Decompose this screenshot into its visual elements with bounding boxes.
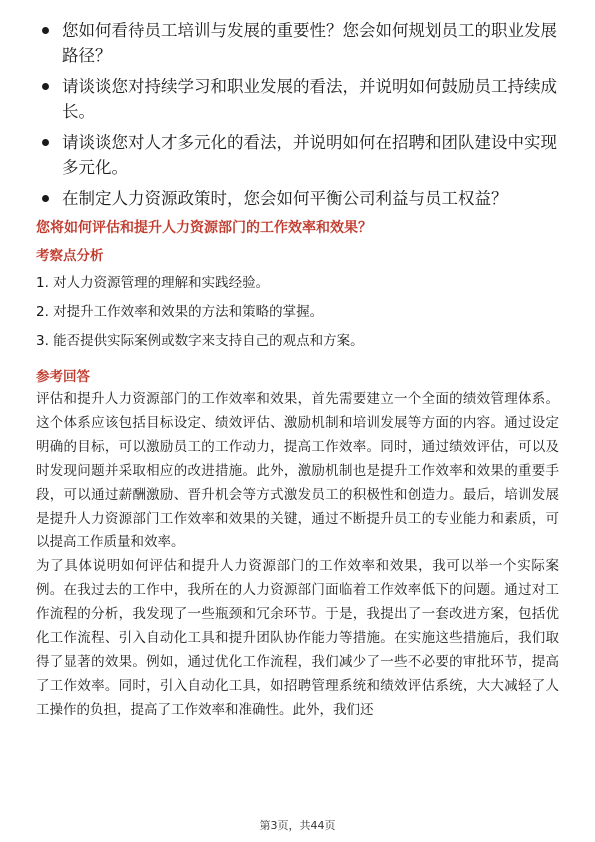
bullet-dot-icon (42, 83, 49, 90)
bullet-text: 在制定人力资源政策时，您会如何平衡公司利益与员工权益？ (62, 189, 508, 208)
analysis-point: 1. 对人力资源管理的理解和实践经验。 (36, 275, 270, 291)
bullet-item (36, 18, 566, 68)
bullet-dot-icon (42, 139, 49, 146)
bullet-item (36, 130, 566, 180)
bullet-dot-icon (42, 195, 49, 202)
bullet-text: 您如何看待员工培训与发展的重要性？您会如何规划员工的职业发展路径？ (62, 21, 557, 65)
bullet-dot-icon (42, 27, 49, 34)
answer-paragraph: 评估和提升人力资源部门的工作效率和效果，首先需要建立一个全面的绩效管理体系。这个体系应该包括目标设定、绩效评估、激励机制和培训发展等方面的内容。通过设定明确的目标，可以激励员工的工作动力，提高工作效率。同时，通过绩效评估，可以及时发现问题并采取相应的改进措施。此外，激励机制也是提升工作效率和效果的重要手段，可以通过薪酬激励、晋升机会等方式激发员工的积极性和创造力。最后，培训发展是提升人力资源部门工作效率和效果的关键，通过不断提升员工的专业能力和素质，可以提高工作质量和效率。 (36, 391, 559, 551)
answer-body (36, 388, 559, 723)
answer-paragraph: 为了具体说明如何评估和提升人力资源部门的工作效率和效果，我可以举一个实际案例。在我过去的工作中，我所在的人力资源部门面临着工作效率低下的问题。通过对工作流程的分析，我发现了一些瓶颈和冗余环节。于是，我提出了一套改进方案，包括优化工作流程、引入自动化工具和提升团队协作能力等措施。在实施这些措施后，我们取得了显著的效果。例如，通过优化工作流程，我们减少了一些不必要的审批环节，提高了工作效率。同时，引入自动化工具，如招聘管理系统和绩效评估系统，大大减轻了人工操作的负担，提高了工作效率和准确性。此外，我们还 (36, 558, 559, 718)
analysis-point: 2. 对提升工作效率和效果的方法和策略的掌握。 (36, 304, 324, 320)
question-heading: 您将如何评估和提升人力资源部门的工作效率和效果？ (36, 220, 372, 236)
answer-heading: 参考回答 (36, 369, 90, 385)
analysis-point: 3. 能否提供实际案例或数字来支持自己的观点和方案。 (36, 333, 364, 349)
page-number: 第3页，共44页 (259, 819, 336, 832)
bullet-text: 请谈谈您对人才多元化的看法，并说明如何在招聘和团队建设中实现多元化。 (62, 133, 557, 177)
bullet-item (36, 186, 566, 211)
bullet-item (36, 74, 566, 124)
analysis-heading: 考察点分析 (36, 248, 104, 264)
analysis-point-list (36, 272, 566, 359)
question-bullet-list (36, 18, 566, 217)
bullet-text: 请谈谈您对持续学习和职业发展的看法，并说明如何鼓励员工持续成长。 (62, 77, 557, 121)
